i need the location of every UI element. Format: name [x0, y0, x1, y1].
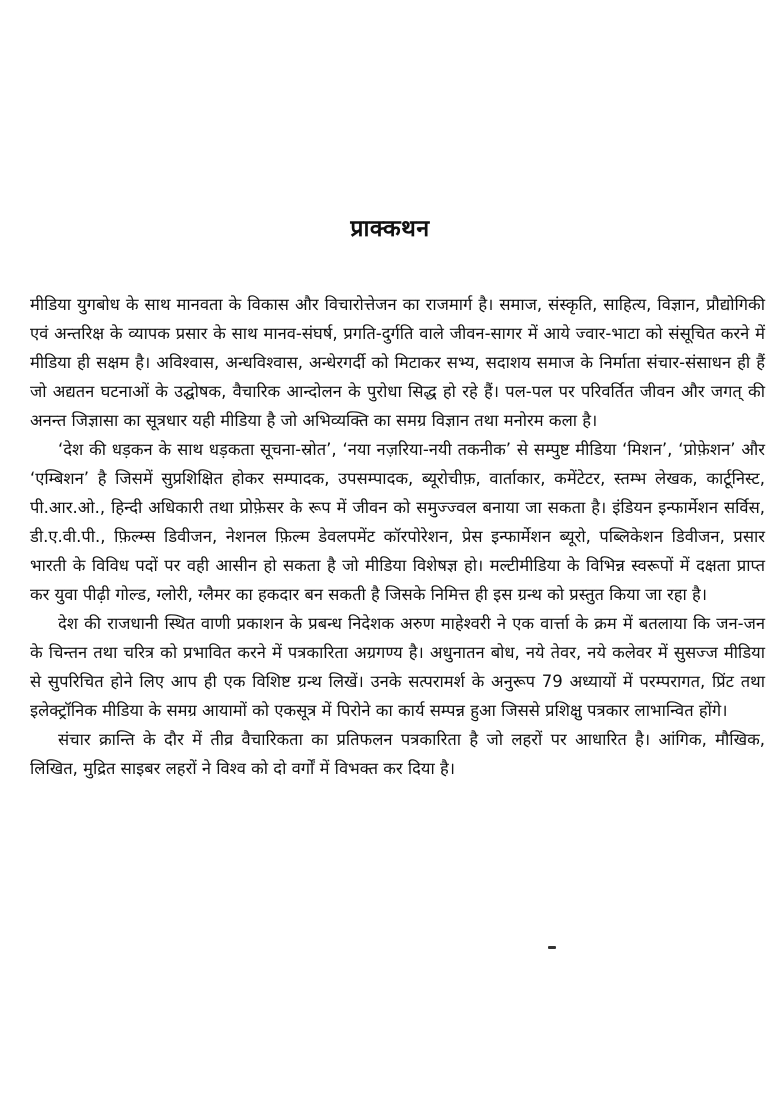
- paragraph-3: देश की राजधानी स्थित वाणी प्रकाशन के प्रबन्ध निदेशक अरुण माहेश्वरी ने एक वार्त्ता के क्रम में बतलाया कि जन-जन के चिन्तन तथा चरित्र को प्रभावित करने में पत्रकारिता अग्रगण्य है। अधुनातन बोध, नये तेवर, नये कलेवर में सुसज्ज मीडिया से सुपरिचित होने लिए आप ही एक विशिष्ट ग्रन्थ लिखें। उनके सत्परामर्श के अनुरूप 79 अध्यायों में परम्परागत, प्रिंट तथा इलेक्ट्रॉनिक मीडिया के समग्र आयामों को एकसूत्र में पिरोने का कार्य सम्पन्न हुआ जिससे प्रशिक्षु पत्रकार लाभान्वित होंगे।: [30, 614, 765, 720]
- page-mark-decoration: [548, 946, 556, 949]
- paragraph-2: ‘देश की धड़कन के साथ धड़कता सूचना-स्रोत’, ‘नया नज़रिया-नयी तकनीक’ से सम्पुष्ट मीडिया ‘मिशन’, ‘प्रोफ़ेशन’ और ‘एम्बिशन’ है जिसमें सुप्रशिक्षित होकर सम्पादक, उपसम्पादक, ब्यूरोचीफ़, वार्ताकार, कमेंटेटर, स्तम्भ लेखक, कार्टूनिस्ट, पी.आर.ओ., हिन्दी अधिकारी तथा प्रोफ़ेसर के रूप में जीवन को समुज्ज्वल बनाया जा सकता है। इंडियन इन्फार्मेशन सर्विस, डी.ए.वी.पी., फ़िल्म्स डिवीजन, नेशनल फ़िल्म डेवलपमेंट कॉरपोरेशन, प्रेस इन्फार्मेशन ब्यूरो, पब्लिकेशन डिवीजन, प्रसार भारती के विविध पदों पर वही आसीन हो सकता है जो मीडिया विशेषज्ञ हो। मल्टीमीडिया के विभिन्न स्वरूपों में दक्षता प्राप्त कर युवा पीढ़ी गोल्ड, ग्लोरी, ग्लैमर का हकदार बन सकती है जिसके निमित्त ही इस ग्रन्थ को प्रस्तुत किया जा रहा है।: [30, 440, 765, 604]
- body-text: [30, 290, 765, 783]
- page-title: प्राक्कथन: [350, 216, 430, 243]
- paragraph-1: मीडिया युगबोध के साथ मानवता के विकास और विचारोत्तेजन का राजमार्ग है। समाज, संस्कृति, साहित्य, विज्ञान, प्रौद्योगिकी एवं अन्तरिक्ष के व्यापक प्रसार के साथ मानव-संघर्ष, प्रगति-दुर्गति वाले जीवन-सागर में आये ज्वार-भाटा को संसूचित करने में मीडिया ही सक्षम है। अविश्वास, अन्धविश्वास, अन्धेरगर्दी को मिटाकर सभ्य, सदाशय समाज के निर्माता संचार-संसाधन ही हैं जो अद्यतन घटनाओं के उद्घोषक, वैचारिक आन्दोलन के पुरोधा सिद्ध हो रहे हैं। पल-पल पर परिवर्तित जीवन और जगत् की अनन्त जिज्ञासा का सूत्रधार यही मीडिया है जो अभिव्यक्ति का समग्र विज्ञान तथा मनोरम कला है।: [30, 295, 765, 430]
- paragraph-4: संचार क्रान्ति के दौर में तीव्र वैचारिकता का प्रतिफलन पत्रकारिता है जो लहरों पर आधारित है। आंगिक, मौखिक, लिखित, मुद्रित साइबर लहरों ने विश्व को दो वर्गों में विभक्त कर दिया है।: [30, 730, 765, 778]
